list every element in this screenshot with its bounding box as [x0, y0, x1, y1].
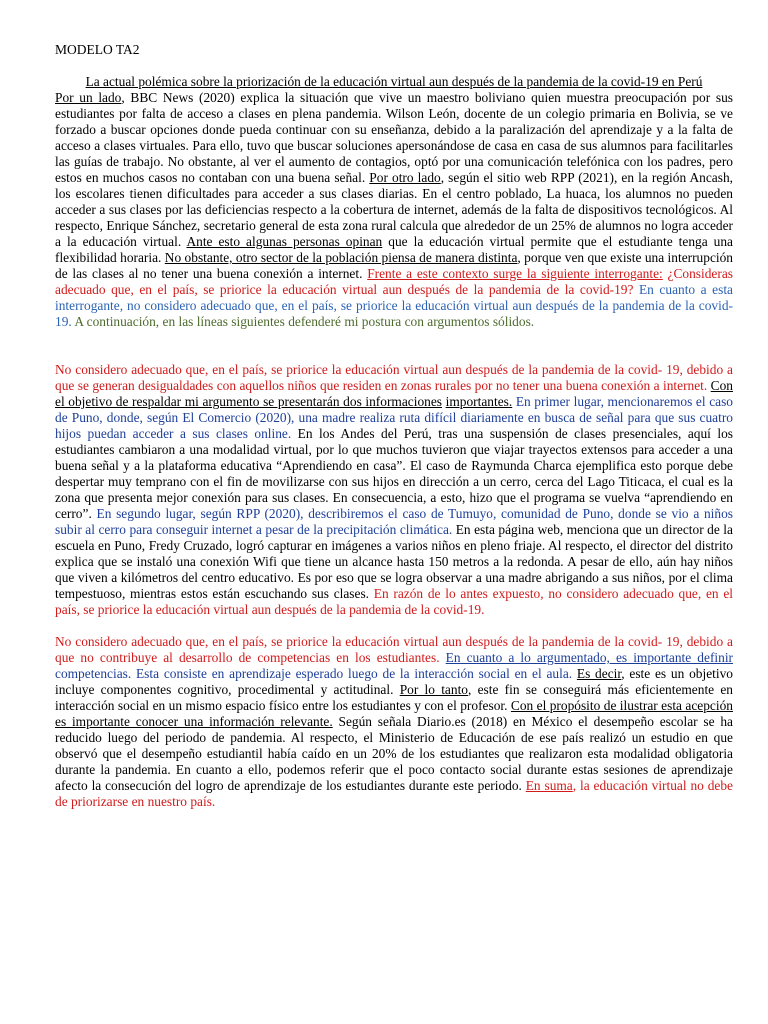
text-segment: , este fin se conseguirá más eficientemente en interacción social en un mismo espacio físico entre los estudiantes y con el profesor.: [55, 682, 733, 713]
paragraph-argument-one: [55, 362, 733, 618]
document-page: [55, 28, 733, 810]
text-segment: En segundo lugar, según RPP (2020), describiremos el caso de Tumuyo, comunidad de Puno, donde se vio a niños subir al cerro para conseguir internet a pesar de la precipitación climática.: [55, 506, 733, 537]
text-segment: Frente a este contexto surge la siguiente interrogante:: [367, 266, 663, 281]
text-segment: , BBC News (2020) explica la situación que vive un maestro boliviano quien muestra preocupación por sus estudiantes por falta de acceso a clases en plena pandemia. Wilson León, docente de un colegio primaria en Bolivia, se ve forzado a buscar opciones donde pueda continuar con su enseñanza, debido a la paralización del aprendizaje y a la falta de acceso a clases virtuales. Para ello, tuvo que buscar soluciones apersonándose de casa en casa de sus alumnos para facilitarles las guías de trabajo. No obstante, al ver el aumento de contagios, optó por una comunicación telefónica con los padres, pero estos en muchos casos no contaban con una buena señal.: [55, 90, 733, 185]
text-segment: A continuación, en las líneas siguientes defenderé mi postura con argumentos sólidos.: [71, 314, 535, 329]
paragraph-introduction: [55, 90, 733, 330]
text-segment: En razón de lo antes expuesto, no considero adecuado que, en el país, se priorice la educación virtual aun después de la pandemia de la covid-19.: [55, 586, 733, 617]
text-segment: En los Andes del Perú, tras una suspensión de clases presenciales, aquí los estudiantes cambiaron a una modalidad virtual, por lo que muchos tuvieron que viajar trayectos extensos para acceder a una buena señal y a la plataforma educativa “Aprendiendo en casa”. El caso de Raymunda Charca ejemplifica esto porque debe despertar muy temprano con el fin de movilizarse con sus hijos en dirección a un cerro, cerca del Lago Titicaca, el cual es la zona que presenta mejor conexión para sus clases. En consecuencia, a esto, hizo que el programa se vuelva “aprendiendo en cerro”.: [55, 426, 733, 521]
text-segment: Por otro lado: [369, 170, 441, 185]
paragraph-gap: [55, 330, 733, 346]
model-label: MODELO TA2: [55, 42, 140, 57]
text-segment: , porque ven que existe una interrupción de las clases al no tener una buena conexión a internet.: [55, 250, 734, 281]
text-segment: Por un lado: [55, 90, 122, 105]
text-segment: ¿Consideras adecuado que, en el país, se priorice la educación virtual aun después de la pandemia de la covid-19?: [55, 266, 733, 297]
text-segment: que la educación virtual permite que el estudiante tenga una flexibilidad horaria.: [55, 234, 733, 265]
text-segment: No considero adecuado que, en el país, se priorice la educación virtual aun después de la pandemia de la covid- 19, debido a que no contribuye al desarrollo de competencias en los estudiantes.: [55, 634, 733, 665]
text-segment: Con el objetivo de respaldar mi argumento se presentarán dos informaciones: [55, 378, 733, 409]
text-segment: , la educación virtual no debe de priorizarse en nuestro país.: [55, 778, 733, 809]
text-segment: Ante esto algunas personas opinan: [186, 234, 383, 249]
text-segment: No considero adecuado que, en el país, se priorice la educación virtual aun después de la pandemia de la covid- 19, debido a que se generan desigualdades con aquellos niños que residen en zonas rurales por no tener una buena conexión a internet.: [55, 362, 733, 393]
text-segment: Según señala Diario.es (2018) en México el desempeño escolar se ha reducido luego del periodo de pandemia. Al respecto, el Ministerio de Educación de ese país realizó un estudio en que observó que el desempeño estudiantil había caído en un 20% de los estudiantes que realizaron esta modalidad obligatoria durante la pandemia. En cuanto a ello, podemos referir que el poco contacto social durante estas sesiones de aprendizaje afecto la consecución del logro de aprendizaje de los estudiantes durante este periodo.: [55, 714, 733, 793]
text-segment: En primer lugar, mencionaremos el caso de Puno, donde, según El Comercio (2020), una madre realiza ruta difícil diariamente en busca de señal para que sus cuatro hijos puedan acceder a sus clases online.: [55, 394, 734, 441]
text-segment: , según el sitio web RPP (2021), en la región Ancash, los escolares tienen dificultades para acceder a sus clases diarias. En el centro poblado, La huaca, los alumnos no pueden acceder a sus clases por las deficiencias respecto a la cobertura de internet, además de la falta de dispositivos tecnológicos. Al respecto, Enrique Sánchez, secretario general de esta zona rural calcula que alrededor de un 25% de alumnos no logra acceder a la educación virtual.: [55, 170, 734, 249]
text-segment: , este es un objetivo incluye componentes cognitivo, procedimental y actitudinal.: [55, 666, 733, 697]
text-segment: Es decir: [576, 666, 622, 681]
text-segment: competencias. Esta consiste en aprendizaje esperado luego de la interacción social en el aula.: [55, 666, 573, 681]
paragraph-gap: [55, 618, 733, 634]
text-segment: Con el propósito de ilustrar esta acepción es importante conocer una información relevante.: [55, 698, 733, 729]
paragraph-gap: [55, 346, 733, 362]
document-title: La actual polémica sobre la priorización de la educación virtual aun después de la pandemia de la covid-19 en Perú: [85, 74, 703, 89]
text-segment: En suma: [525, 778, 573, 793]
text-segment: Por lo tanto: [399, 682, 468, 697]
text-segment: En cuanto a lo argumentado, es importante definir: [445, 650, 733, 665]
text-segment: En esta página web, menciona que un director de la escuela en Puno, Fredy Cruzado, logró capturar en imágenes a varios niños en pleno friaje. Al respecto, el director del distrito explica que se instaló una conexión Wifi que tiene un alcance hasta 150 metros a la redonda. A pesar de ello, aún hay niños que viven a kilómetros del centro educativo. Es por eso que se logra observar a una madre abrigando a sus niños, por el clima tempestuoso, mientras estos están escuchando sus clases.: [55, 522, 733, 601]
text-segment: No obstante, otro sector de la población piensa de manera distinta: [164, 250, 518, 265]
paragraph-argument-two: [55, 634, 733, 810]
text-segment: En cuanto a esta interrogante, no considero adecuado que, en el país, se priorice la educación virtual aun después de la pandemia de la covid-19.: [55, 282, 733, 329]
text-segment: importantes.: [445, 394, 513, 409]
